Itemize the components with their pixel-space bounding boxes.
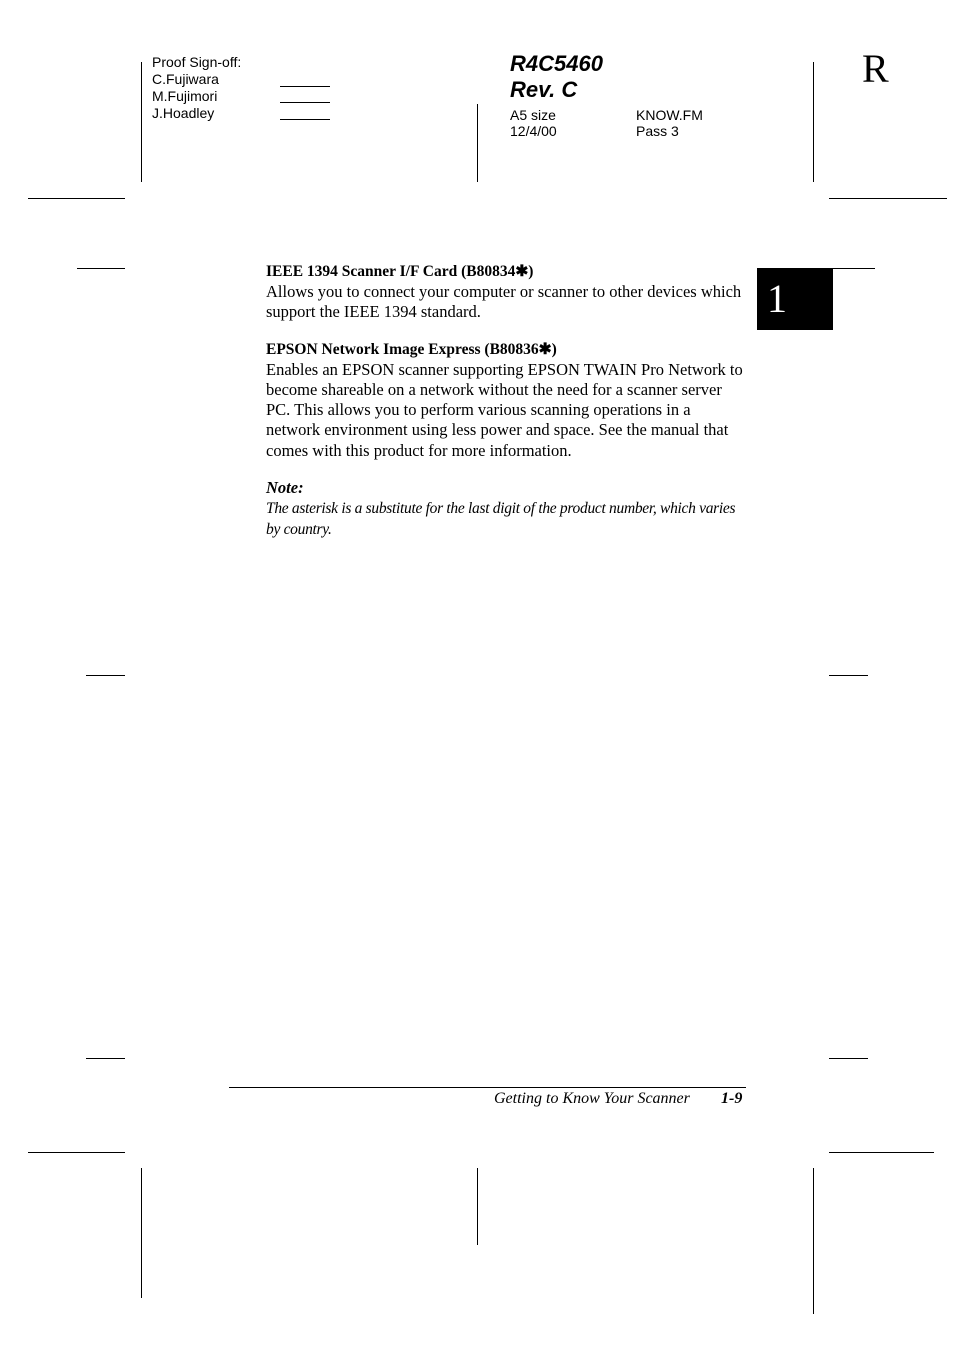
signature-line — [280, 102, 330, 103]
signer-name: M.Fujimori — [152, 88, 218, 104]
proof-signoff — [152, 54, 241, 122]
signer-name: J.Hoadley — [152, 105, 215, 121]
crop-mark — [829, 1058, 868, 1059]
crop-mark — [28, 198, 125, 199]
revision: Rev. C — [510, 77, 578, 102]
crop-mark — [28, 1152, 125, 1153]
signature-line — [280, 86, 330, 87]
crop-mark — [477, 104, 478, 182]
model-block — [510, 51, 603, 103]
crop-mark — [77, 268, 125, 269]
section-heading: EPSON Network Image Express (B80836✱) — [266, 340, 557, 358]
crop-mark — [141, 1168, 142, 1298]
crop-mark — [813, 62, 814, 182]
footer-rule — [229, 1087, 746, 1088]
chapter-tab — [757, 268, 833, 330]
crop-mark — [829, 675, 868, 676]
signature-line — [280, 119, 330, 120]
crop-mark — [833, 268, 875, 269]
crop-mark — [86, 675, 125, 676]
date: 12/4/00 — [510, 123, 557, 139]
model-number: R4C5460 — [510, 51, 603, 76]
crop-mark — [813, 1168, 814, 1314]
corner-letter: R — [862, 46, 889, 91]
proof-label: Proof Sign-off: — [152, 54, 242, 70]
crop-mark — [477, 1168, 478, 1245]
note-body: The asterisk is a substitute for the last digit of the product number, which varies by country. — [266, 500, 736, 539]
note-title: Note: — [266, 478, 304, 498]
crop-mark — [829, 198, 947, 199]
chapter-number: 1 — [767, 276, 787, 321]
footer-chapter-title: Getting to Know Your Scanner — [494, 1090, 690, 1107]
page-size: A5 size — [510, 107, 556, 123]
signer-name: C.Fujiwara — [152, 71, 219, 87]
file-name: KNOW.FM — [636, 107, 703, 123]
crop-mark — [141, 62, 142, 182]
main-content — [266, 262, 746, 540]
meta-left — [510, 107, 557, 139]
section-body: Allows you to connect your computer or scanner to other devices which support the IEEE 1394 standard. — [266, 282, 742, 322]
section-body: Enables an EPSON scanner supporting EPSON TWAIN Pro Network to become shareable on a network without the need for a scanner server PC. This allows you to perform various scanning operations in a network environment using less power and space. See the manual that comes with this product for more information. — [266, 359, 743, 460]
crop-mark — [829, 1152, 934, 1153]
pass-number: Pass 3 — [636, 123, 679, 139]
meta-right — [636, 107, 703, 139]
crop-mark — [86, 1058, 125, 1059]
page-number: 1-9 — [721, 1090, 743, 1107]
section-heading: IEEE 1394 Scanner I/F Card (B80834✱) — [266, 263, 534, 280]
